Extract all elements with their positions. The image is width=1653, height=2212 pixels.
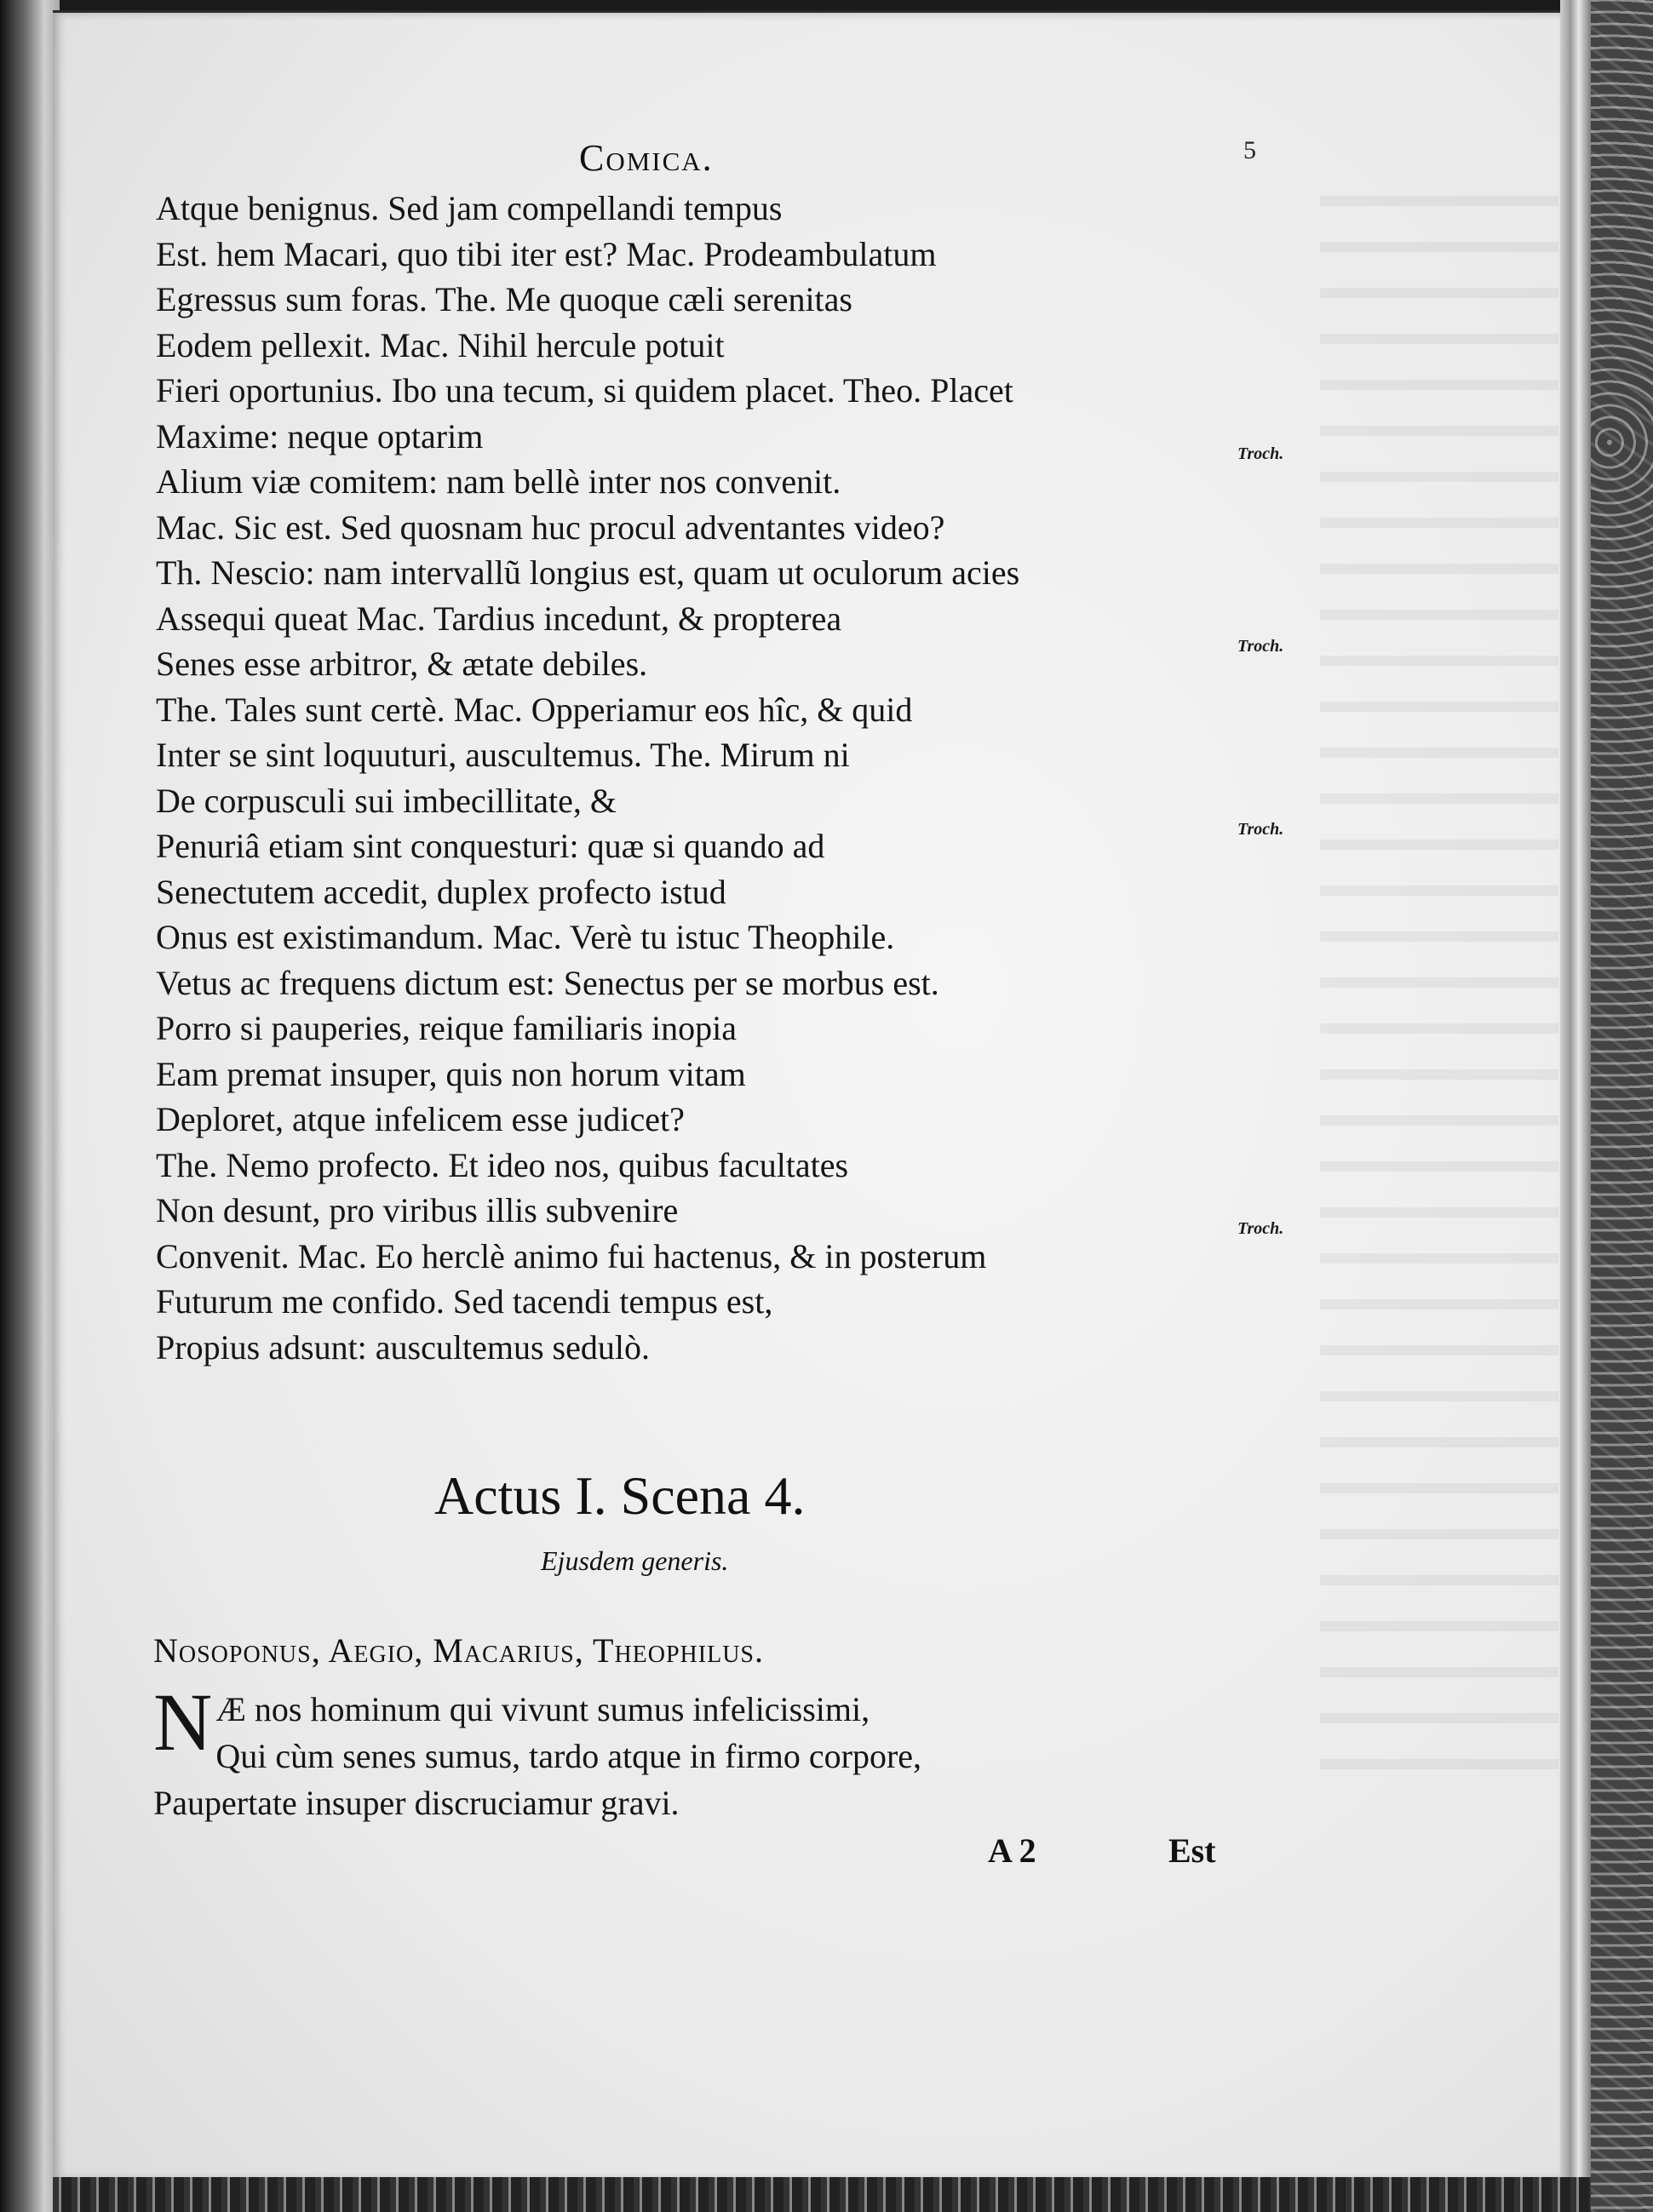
marbled-cover: [1591, 0, 1653, 2212]
text-line: Alium viæ comitem: nam bellè inter nos convenit.: [156, 462, 841, 501]
text-line: Porro si pauperies, reique familiaris inopia: [156, 1009, 738, 1047]
drop-initial: N: [153, 1676, 213, 1768]
page-fore-edge: [1560, 0, 1591, 2212]
text-line: Convenit. Mac. Eo herclè animo fui hactenus, & in posterum: [156, 1236, 987, 1275]
margin-note-troch: Troch.: [1237, 1219, 1284, 1238]
verse-text: Æ nos hominum qui vivunt sumus infelicissimi,: [215, 1690, 870, 1728]
bottom-cover-edge: [53, 2177, 1591, 2212]
text-line: Inter se sint loquuturi, auscultemus. The. Mirum ni: [156, 736, 850, 774]
text-line: Senes esse arbitror, & ætate debiles.: [156, 645, 648, 683]
text-line: De corpusculi sui imbecillitate, &: [156, 781, 617, 820]
text-line: Th. Nescio: nam intervallũ longius est, quam ut oculorum acies: [156, 553, 1020, 592]
margin-note-troch: Troch.: [1237, 444, 1284, 463]
text-line: Eodem pellexit. Mac. Nihil hercule potuit: [156, 325, 725, 364]
text-line: Senectutem accedit, duplex profecto istud: [156, 872, 726, 911]
text-line: The. Tales sunt certè. Mac. Opperiamur eos hîc, & quid: [156, 690, 913, 729]
left-page-edge: [0, 0, 60, 2212]
dramatis-personae: Nosoponus, Aegio, Macarius, Theophilus.: [153, 1631, 765, 1670]
verse-line: Paupertate insuper discruciamur gravi.: [153, 1784, 680, 1822]
page-number: 5: [1243, 136, 1256, 164]
show-through-text: [1320, 170, 1558, 1788]
text-line: Egressus sum foras. The. Me quoque cæli serenitas: [156, 280, 852, 318]
act-subheading: Ejusdem generis.: [541, 1545, 729, 1576]
dialogue-text: [156, 186, 1254, 1370]
text-line: Onus est existimandum. Mac. Verè tu istuc Theophile.: [156, 918, 895, 956]
text-line: Assequi queat Mac. Tardius incedunt, & propterea: [156, 599, 842, 638]
verse-line: Qui cùm senes sumus, tardo atque in firmo corpore,: [215, 1737, 922, 1775]
text-line: Propius adsunt: auscultemus sedulò.: [156, 1327, 650, 1367]
text-line: Eam premat insuper, quis non horum vitam: [156, 1054, 746, 1093]
text-line: Deploret, atque infelicem esse judicet?: [156, 1100, 685, 1138]
text-line: Est. hem Macari, quo tibi iter est? Mac. Prodeambulatum: [156, 234, 937, 273]
signature-mark: A 2: [988, 1831, 1036, 1870]
text-line: Maxime: neque optarim: [156, 416, 484, 456]
text-line: Fieri oportunius. Ibo una tecum, si quidem placet. Theo. Placet: [156, 371, 1013, 410]
margin-note-troch: Troch.: [1237, 637, 1284, 656]
text-line: Vetus ac frequens dictum est: Senectus per se morbus est.: [156, 963, 939, 1002]
text-line: Mac. Sic est. Sed quosnam huc procul adventantes video?: [156, 507, 945, 547]
opening-verse: [153, 1676, 922, 1826]
text-line: Non desunt, pro viribus illis subvenire: [156, 1191, 679, 1229]
act-scene-heading: Actus I. Scena 4.: [434, 1465, 806, 1526]
running-head: Comica.: [579, 137, 714, 179]
catchword: Est: [1168, 1831, 1216, 1870]
text-line: Penuriâ etiam sint conquesturi: quæ si quando ad: [156, 827, 825, 865]
text-line: Futurum me confido. Sed tacendi tempus est,: [156, 1282, 773, 1321]
margin-note-troch: Troch.: [1237, 820, 1284, 839]
text-line: The. Nemo profecto. Et ideo nos, quibus facultates: [156, 1145, 849, 1184]
text-line: Atque benignus. Sed jam compellandi tempus: [156, 189, 783, 227]
